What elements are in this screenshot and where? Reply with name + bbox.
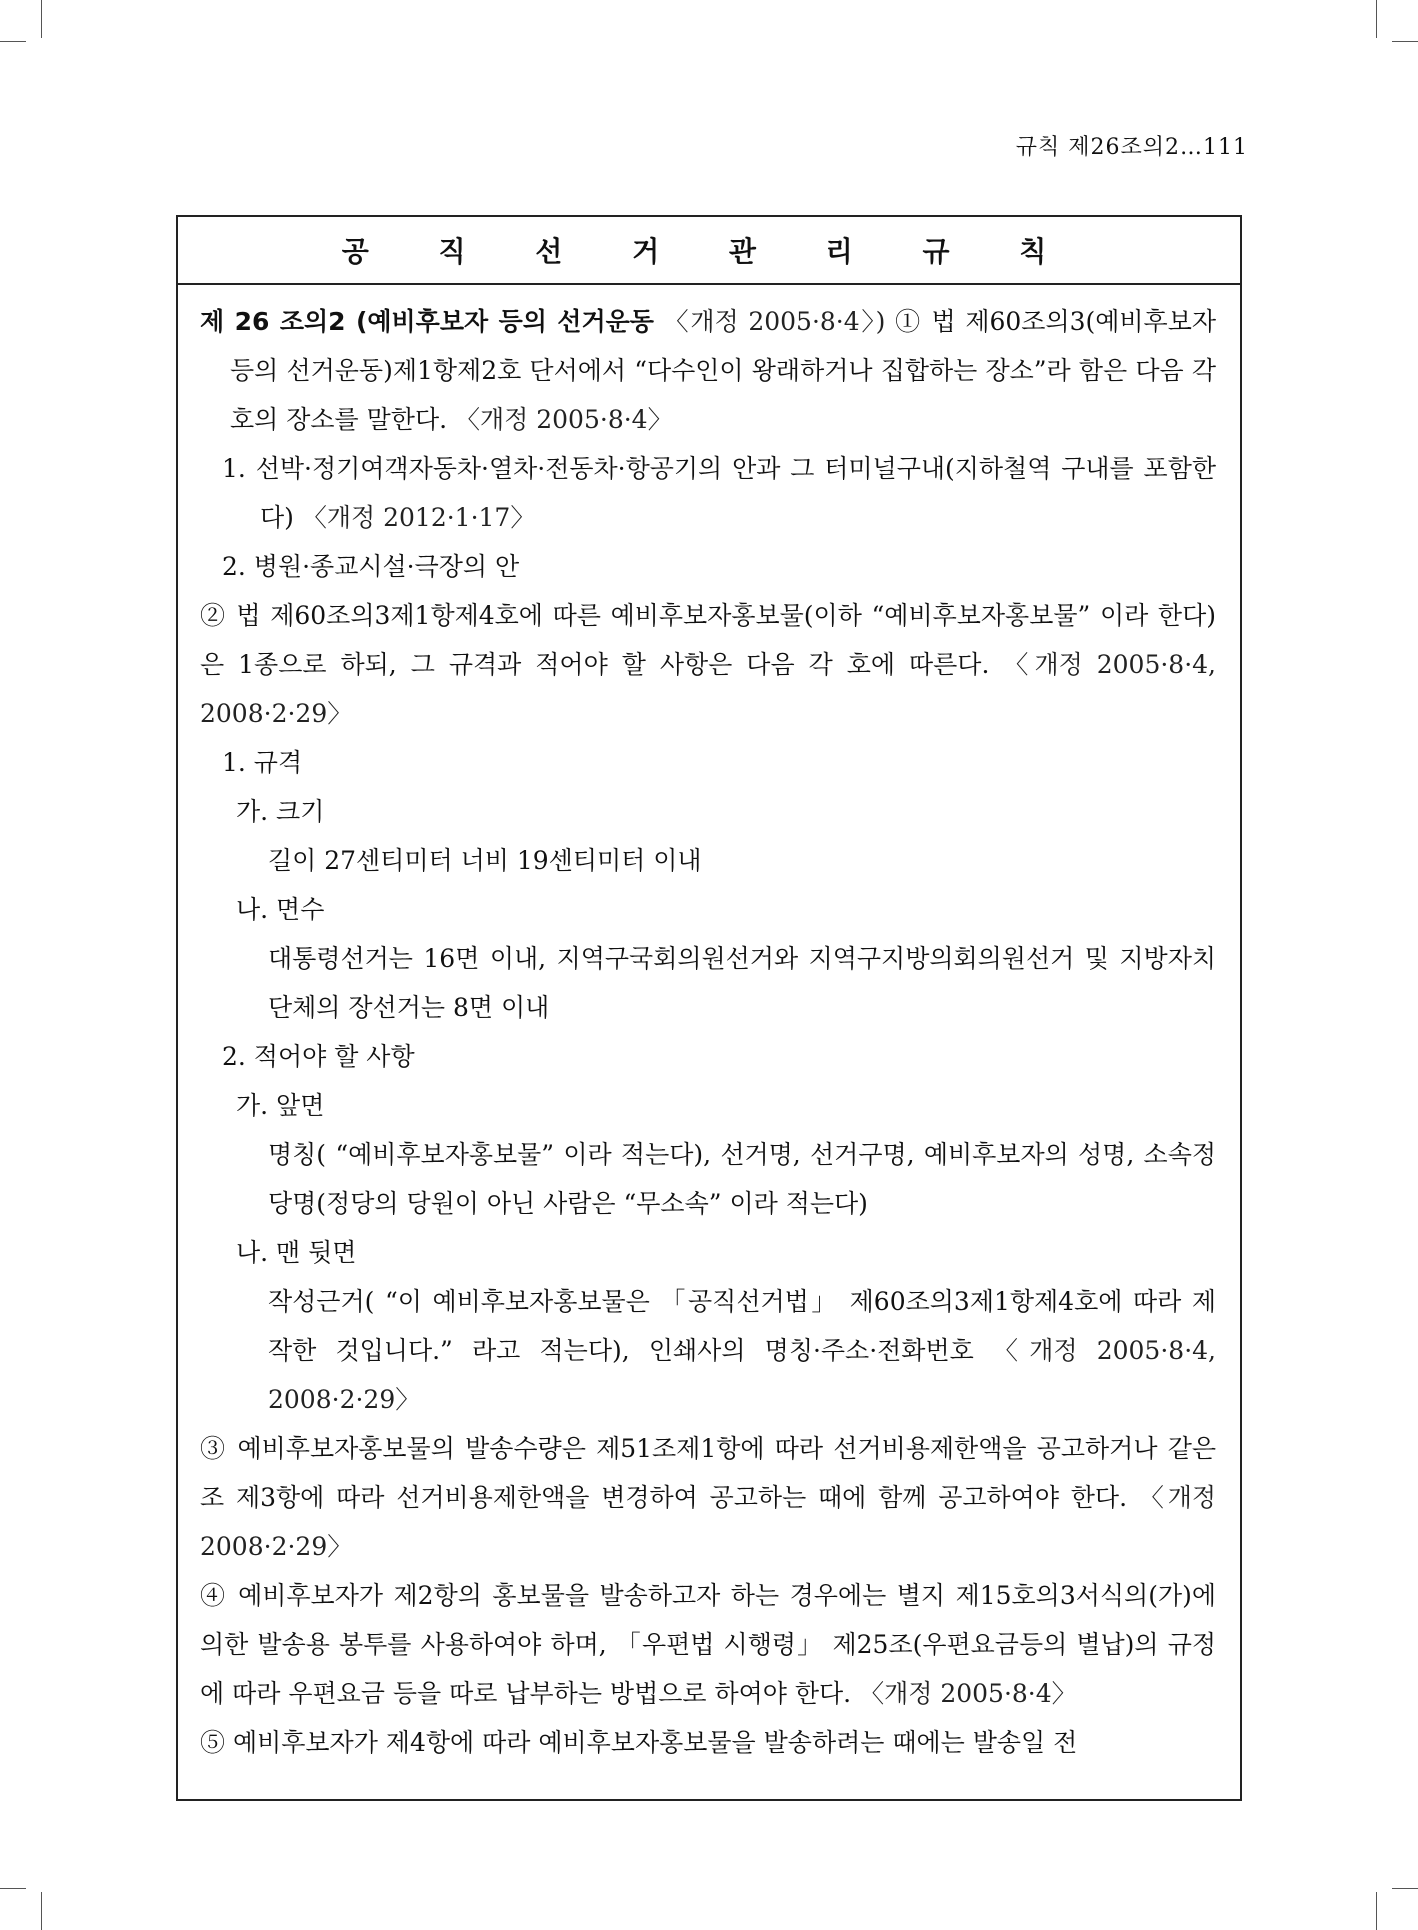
article-heading: 제 26 조의2 (예비후보자 등의 선거운동 [200, 307, 654, 336]
paragraph-1-item-2-text: 2. 병원·종교시설·극장의 안 [222, 552, 520, 581]
paragraph-2-item-1-na: 나. 면수 [236, 895, 325, 924]
paragraph-4-text: ④ 예비후보자가 제2항의 홍보물을 발송하고자 하는 경우에는 별지 제15호의3서식의(가)에 의한 발송용 봉투를 사용하여야 하며, 「우편법 시행령」 제25조(우편요금등의 별납)의 규정에 따라 우편요금 등을 따로 납부하는 방법으로 하여야 한다. [200, 1581, 1216, 1708]
paragraph-2-item-2-na-block [200, 1277, 1216, 1424]
crop-mark-top-left-v [41, 0, 42, 38]
paragraph-3-text: ③ 예비후보자홍보물의 발송수량은 제51조제1항에 따라 선거비용제한액을 공고하거나 같은 조 제3항에 따라 선거비용제한액을 변경하여 공고하는 때에 함께 공고하여야 한다. [200, 1434, 1216, 1512]
paragraph-4-amendment: 〈개정 2005·8·4〉 [859, 1679, 1077, 1708]
paragraph-5: ⑤ 예비후보자가 제4항에 따라 예비후보자홍보물을 발송하려는 때에는 발송일 전 [200, 1728, 1078, 1757]
crop-mark-bottom-left-h [0, 1888, 26, 1889]
paragraph-2 [200, 591, 1216, 738]
article-heading-amendment: 〈개정 2005·8·4〉) [663, 307, 886, 336]
crop-mark-top-right-h [1392, 41, 1418, 42]
paragraph-1-item-1 [200, 444, 1216, 542]
paragraph-2-item-2-ga-text: 명칭( “예비후보자홍보물” 이라 적는다), 선거명, 선거구명, 예비후보자의 성명, 소속정당명(정당의 당원이 아닌 사람은 “무소속” 이라 적는다) [268, 1140, 1216, 1218]
paragraph-2-item-2: 2. 적어야 할 사항 [222, 1042, 415, 1071]
paragraph-2-item-2-na-text: 작성근거( “이 예비후보자홍보물은 「공직선거법」 제60조의3제1항제4호에 따라 제작한 것입니다.” 라고 적는다), 인쇄사의 명칭·주소·전화번호 [268, 1287, 1216, 1365]
table-title: 공 직 선 거 관 리 규 칙 [178, 217, 1240, 285]
regulation-box [176, 215, 1242, 1801]
paragraph-2-amendment: 〈개정 2005·8·4, 2008·2·29〉 [200, 650, 1217, 728]
crop-mark-bottom-right-h [1392, 1888, 1418, 1889]
paragraph-2-item-1-na-text: 대통령선거는 16면 이내, 지역구국회의원선거와 지역구지방의회의원선거 및 지방자치단체의 장선거는 8면 이내 [268, 944, 1216, 1022]
paragraph-2-item-1: 1. 규격 [222, 748, 303, 777]
crop-mark-bottom-right-v [1376, 1892, 1377, 1930]
paragraph-1-text: ① 법 제60조의3(예비후보자 등의 선거운동)제1항제2호 단서에서 “다수인이 왕래하거나 집합하는 장소”라 함은 다음 각호의 장소를 말한다. [230, 307, 1216, 434]
crop-mark-bottom-left-v [41, 1892, 42, 1930]
paragraph-1-item-1-text: 1. 선박·정기여객자동차·열차·전동차·항공기의 안과 그 터미널구내(지하철역 구내를 포함한다) [222, 454, 1216, 532]
crop-mark-top-left-h [0, 41, 26, 42]
paragraph-1-item-1-amendment: 〈개정 2012·1·17〉 [301, 503, 536, 532]
crop-mark-top-right-v [1376, 0, 1377, 38]
paragraph-2-item-1-ga: 가. 크기 [236, 797, 325, 826]
paragraph-1-amendment: 〈개정 2005·8·4〉 [455, 405, 673, 434]
running-header: 규칙 제26조의2…111 [1015, 135, 1248, 160]
paragraph-4 [200, 1571, 1216, 1718]
article-body [178, 285, 1240, 1767]
article-paragraph-1 [200, 297, 1216, 444]
paragraph-3 [200, 1424, 1216, 1571]
paragraph-2-item-2-ga: 가. 앞면 [236, 1091, 325, 1120]
paragraph-2-item-2-na-amendment: 〈개정 2005·8·4, 2008·2·29〉 [268, 1336, 1216, 1414]
paragraph-2-text: ② 법 제60조의3제1항제4호에 따른 예비후보자홍보물(이하 “예비후보자홍보물” 이라 한다)은 1종으로 하되, 그 규격과 적어야 할 사항은 다음 각 호에 따른다. [200, 601, 1216, 679]
paragraph-3-amendment: 〈개정 2008·2·29〉 [200, 1483, 1216, 1561]
paragraph-1-item-2 [200, 542, 1216, 591]
paragraph-2-item-1-ga-text: 길이 27센티미터 너비 19센티미터 이내 [268, 846, 702, 875]
paragraph-2-item-2-na: 나. 맨 뒷면 [236, 1238, 357, 1267]
